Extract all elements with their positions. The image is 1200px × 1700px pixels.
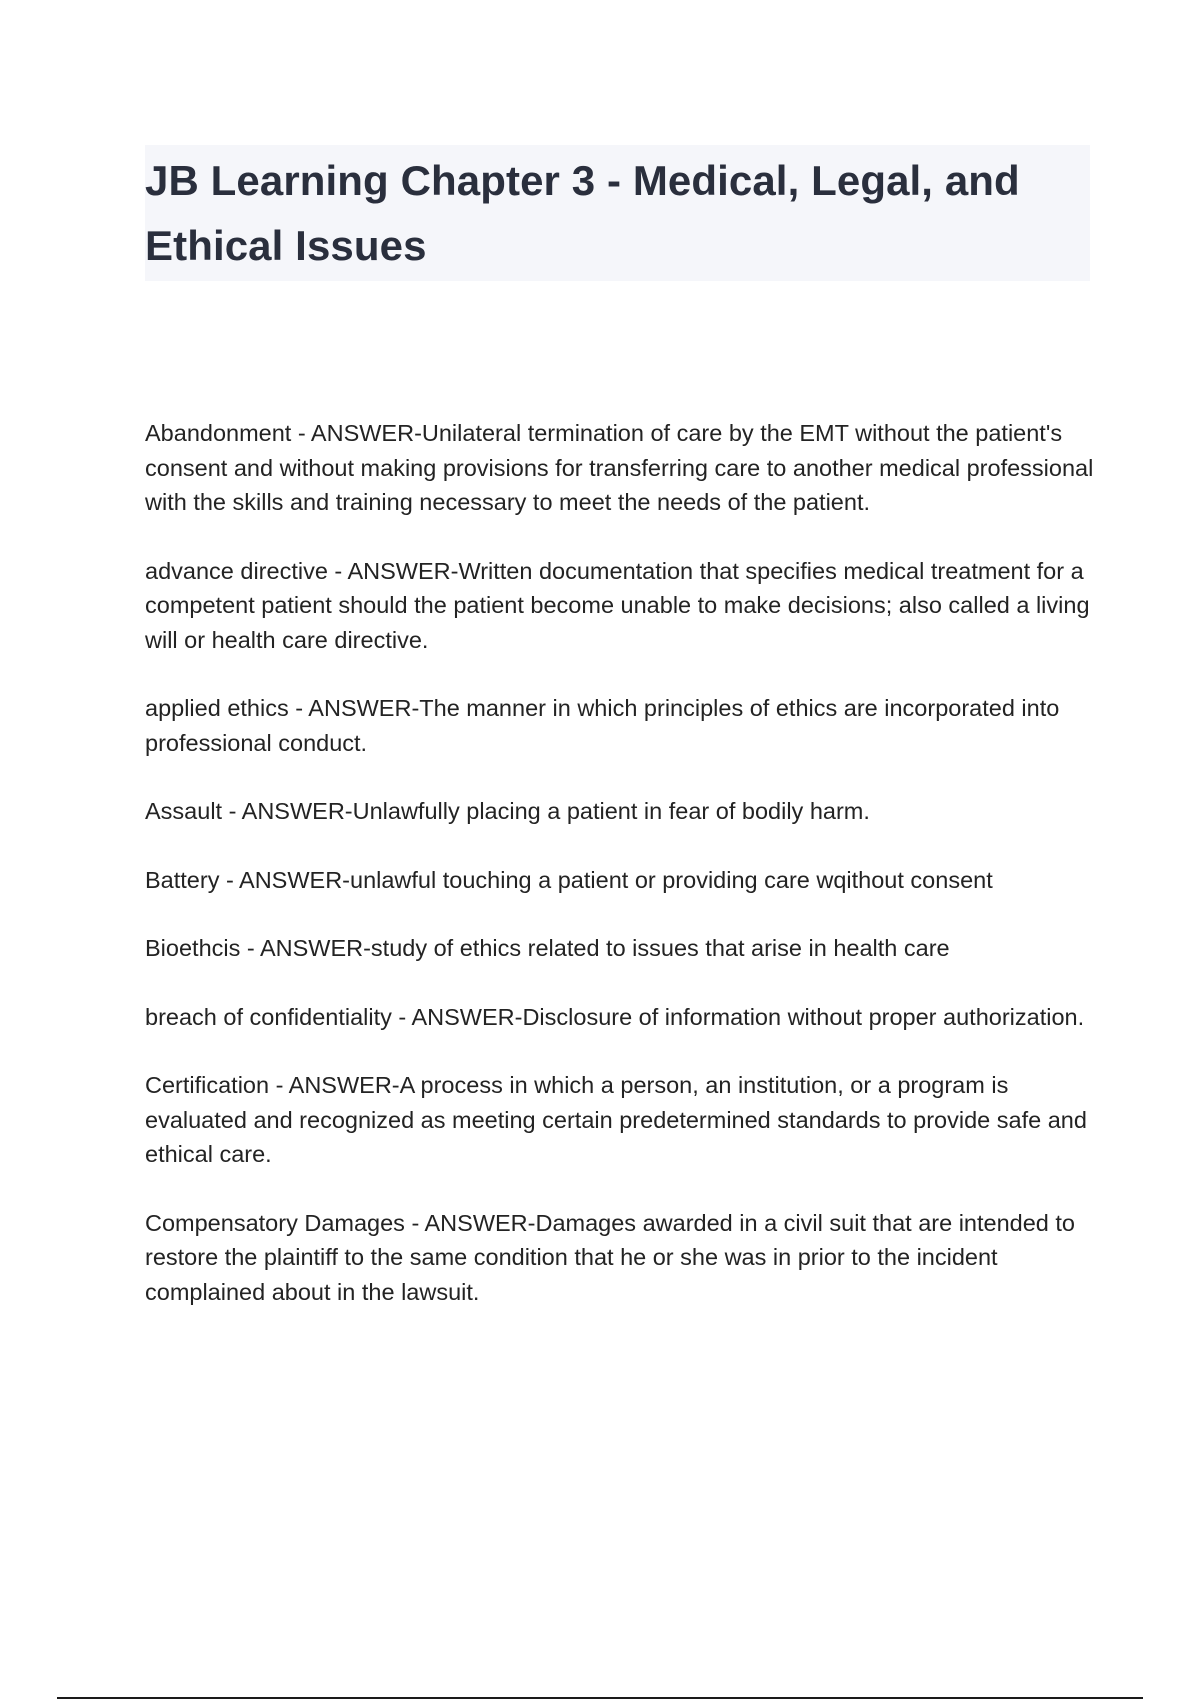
entry-advance-directive: advance directive - ANSWER-Written documentation that specifies medical treatment for a competent patient should the patient become unable to make decisions; also called a living will or health care directive. [145,557,1090,653]
entry-assault: Assault - ANSWER-Unlawfully placing a patient in fear of bodily harm. [145,798,870,824]
title-banner [145,145,1090,281]
entry-certification: Certification - ANSWER-A process in which a person, an institution, or a program is evaluated and recognized as meeting certain predetermined standards to provide safe and ethical care. [145,1072,1087,1167]
entry-battery: Battery - ANSWER-unlawful touching a patient or providing care wqithout consent [145,866,993,893]
footer-divider [57,1697,1143,1699]
entry-abandonment: Abandonment - ANSWER-Unilateral termination of care by the EMT without the patient's consent and without making provisions for transferring care to another medical professional with the skills and training necessary to meet the needs of the patient. [145,420,1094,515]
flashcard-list [145,416,1095,1343]
entry-bioethics: Bioethcis - ANSWER-study of ethics related to issues that arise in health care [145,935,950,961]
entry-applied-ethics: applied ethics - ANSWER-The manner in which principles of ethics are incorporated into professional conduct. [145,695,1060,756]
entry-compensatory-damages: Compensatory Damages - ANSWER-Damages awarded in a civil suit that are intended to restore the plaintiff to the same condition that he or she was in prior to the incident complained about in the lawsuit. [145,1209,1075,1305]
page-title: JB Learning Chapter 3 - Medical, Legal, and Ethical Issues [145,157,1020,269]
entry-breach-of-confidentiality: breach of confidentiality - ANSWER-Disclosure of information without proper authorization. [145,1003,1085,1030]
